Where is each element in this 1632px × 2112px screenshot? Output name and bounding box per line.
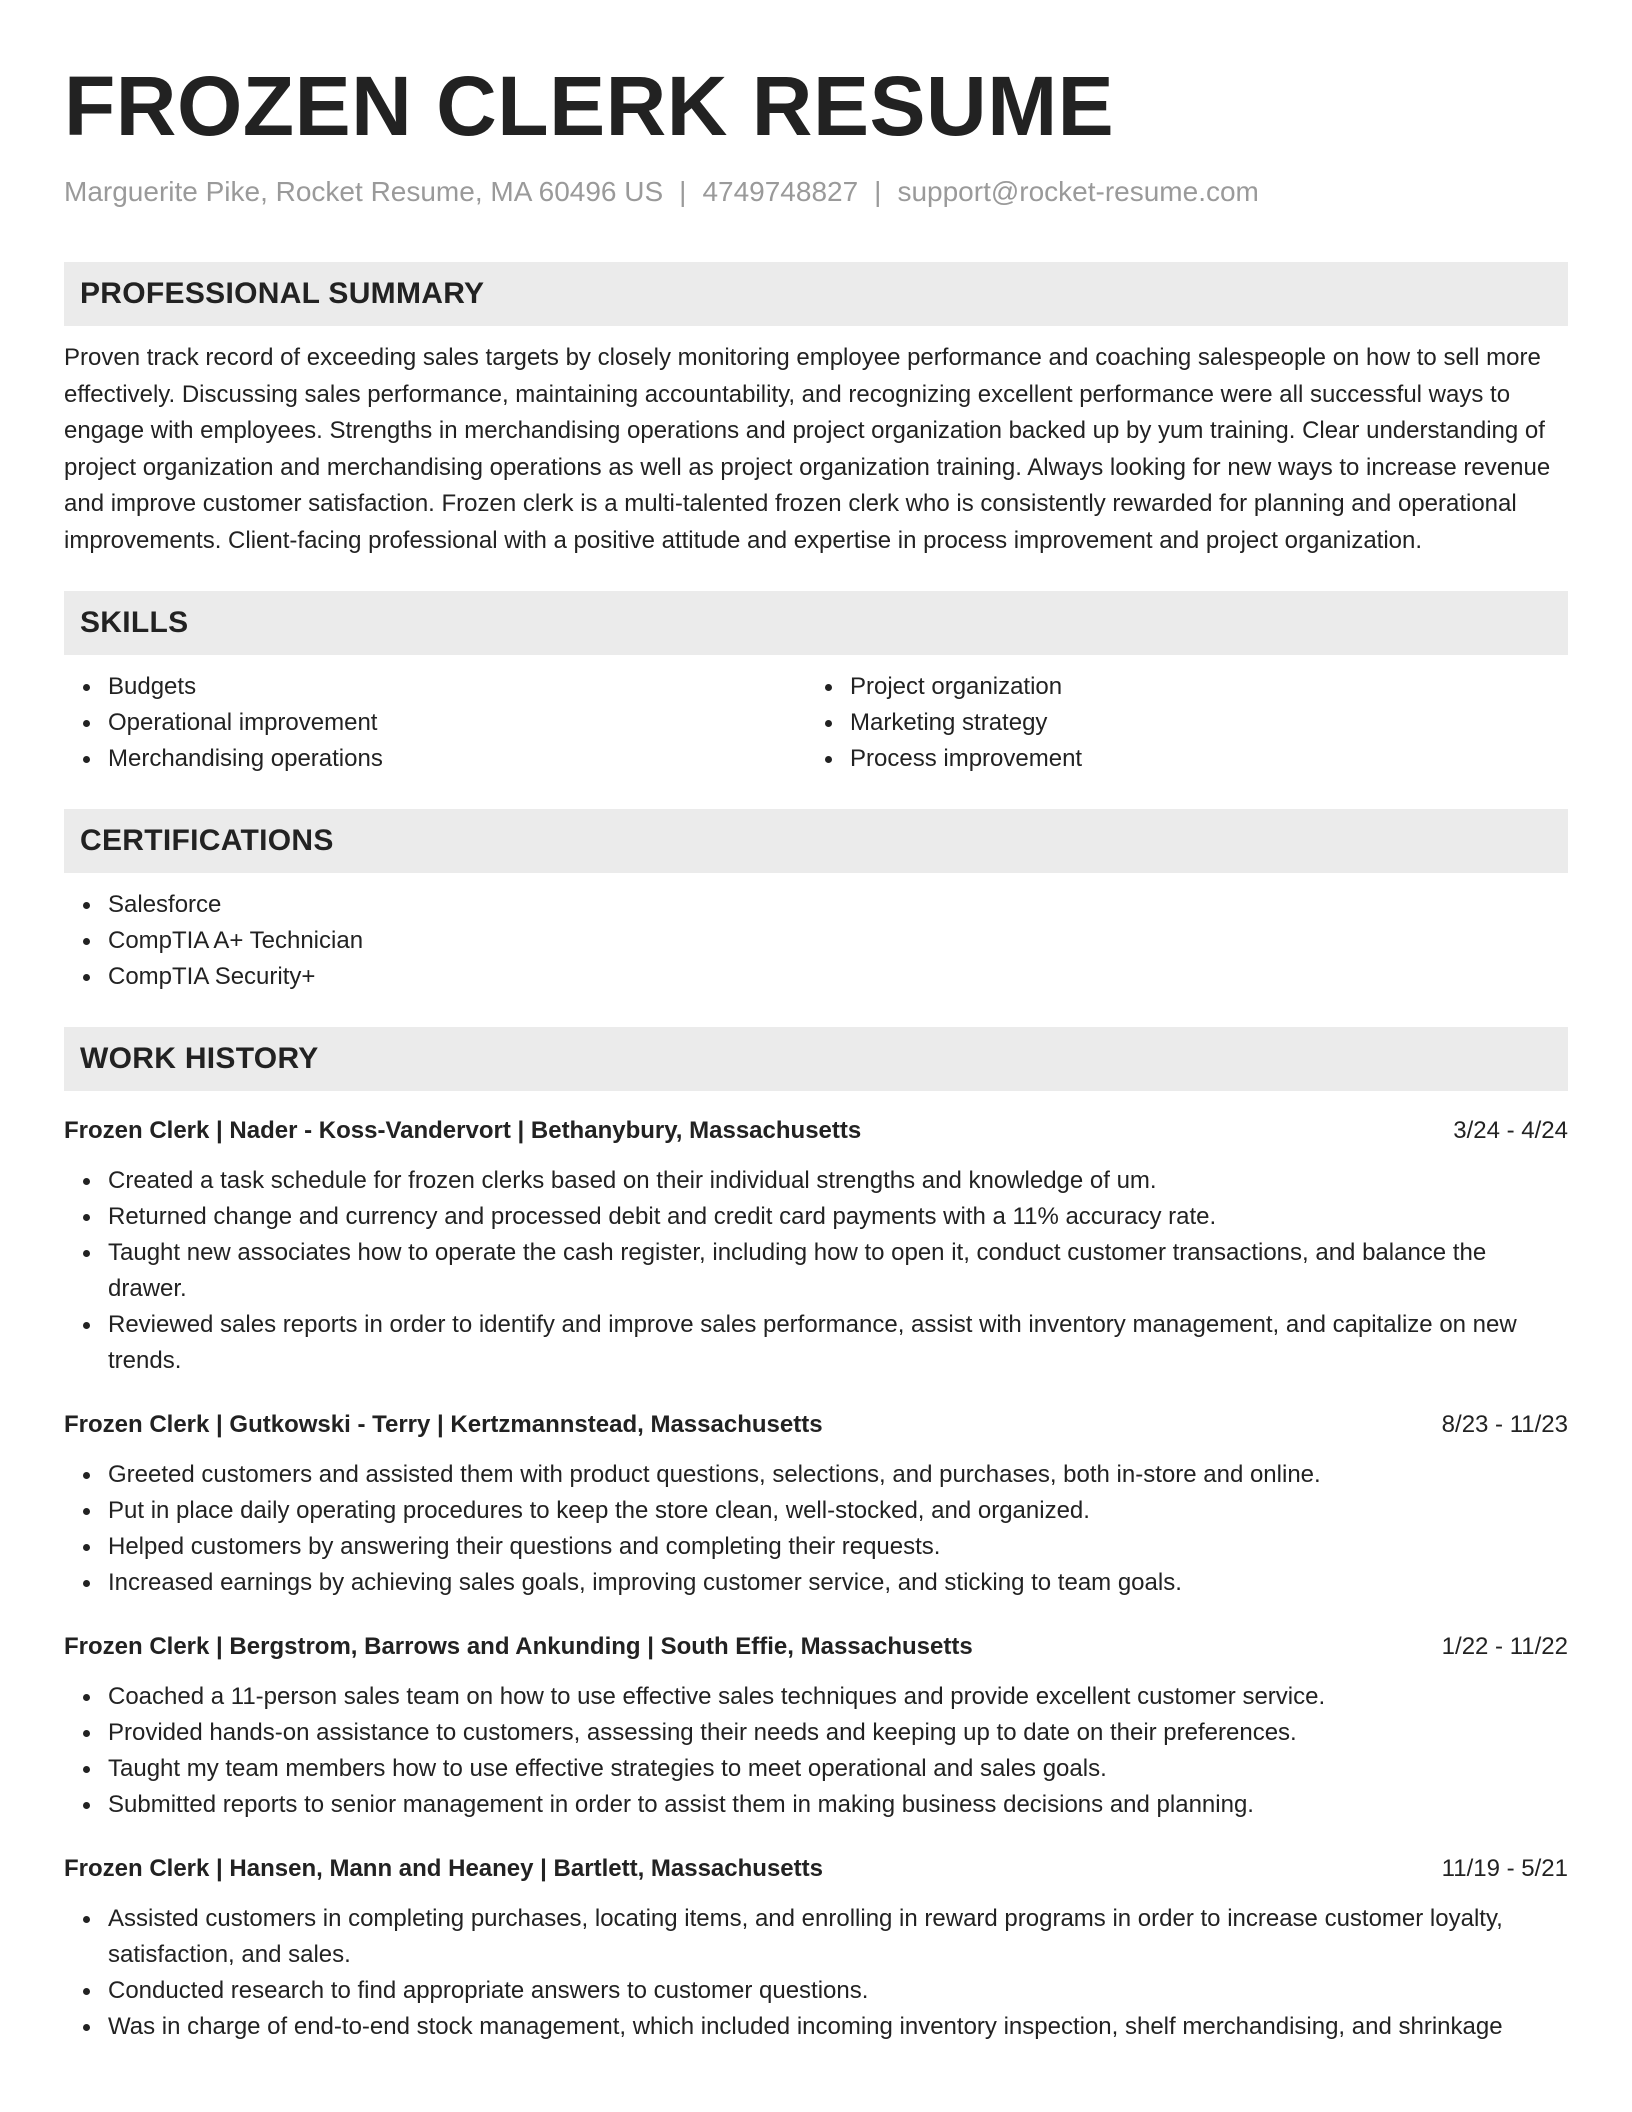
contact-separator: | [874, 176, 882, 207]
list-item: Taught my team members how to use effective strategies to meet operational and sales goals. [108, 1751, 1568, 1787]
job-entry [64, 1629, 1568, 1823]
certifications-list [64, 887, 1568, 995]
list-item: Merchandising operations [108, 741, 806, 777]
job-header [64, 1851, 1568, 1887]
job-title: Frozen Clerk | Bergstrom, Barrows and Ankunding | South Effie, Massachusetts [64, 1633, 973, 1660]
summary-text: Proven track record of exceeding sales targets by closely monitoring employee performance and coaching salespeople on how to sell more effectively. Discussing sales performance, maintaining accountability, and recognizing excellent performance were all successful ways to engage with employees. Strengths in merchandising operations and project organization backed up by yum training. Clear understanding of project organization and merchandising operations as well as project organization training. Always looking for new ways to increase revenue and improve customer satisfaction. Frozen clerk is a multi-talented frozen clerk who is consistently rewarded for planning and operational improvements. Client-facing professional with a positive attitude and expertise in process improvement and project organization. [64, 344, 1551, 554]
list-item: CompTIA Security+ [108, 959, 1568, 995]
list-item: Conducted research to find appropriate answers to customer questions. [108, 1973, 1568, 2009]
list-item: Submitted reports to senior management in order to assist them in making business decisions and planning. [108, 1787, 1568, 1823]
job-entry [64, 1113, 1568, 1379]
list-item: CompTIA A+ Technician [108, 923, 1568, 959]
job-bullets [64, 1457, 1568, 1601]
list-item: Budgets [108, 669, 806, 705]
job-bullets [64, 1901, 1568, 2045]
list-item: Increased earnings by achieving sales goals, improving customer service, and sticking to team goals. [108, 1565, 1568, 1601]
list-item: Assisted customers in completing purchases, locating items, and enrolling in reward programs in order to increase customer loyalty, satisfaction, and sales. [108, 1901, 1568, 1973]
job-entry [64, 1407, 1568, 1601]
list-item: Operational improvement [108, 705, 806, 741]
contact-email: support@rocket-resume.com [897, 176, 1259, 207]
job-dates: 3/24 - 4/24 [1453, 1117, 1568, 1144]
list-item: Created a task schedule for frozen clerks based on their individual strengths and knowledge of um. [108, 1163, 1568, 1199]
list-item: Was in charge of end-to-end stock management, which included incoming inventory inspection, shelf merchandising, and shrinkage [108, 2009, 1568, 2045]
section-header-certifications: CERTIFICATIONS [64, 809, 1568, 873]
contact-line [64, 172, 1568, 212]
list-item: Process improvement [850, 741, 1548, 777]
contact-address: Marguerite Pike, Rocket Resume, MA 60496 US [64, 176, 664, 207]
list-item: Provided hands-on assistance to customers, assessing their needs and keeping up to date on their preferences. [108, 1715, 1568, 1751]
list-item: Project organization [850, 669, 1548, 705]
section-header-summary: PROFESSIONAL SUMMARY [64, 262, 1568, 326]
job-bullets [64, 1679, 1568, 1823]
job-title: Frozen Clerk | Nader - Koss-Vandervort | Bethanybury, Massachusetts [64, 1117, 862, 1144]
job-dates: 8/23 - 11/23 [1441, 1411, 1568, 1438]
skills-grid [64, 655, 1568, 777]
job-title: Frozen Clerk | Gutkowski - Terry | Kertzmannstead, Massachusetts [64, 1411, 823, 1438]
list-item: Put in place daily operating procedures to keep the store clean, well-stocked, and organized. [108, 1493, 1568, 1529]
resume-title: FROZEN CLERK RESUME [64, 59, 1115, 153]
list-item: Salesforce [108, 887, 1568, 923]
contact-phone: 4749748827 [702, 176, 859, 207]
section-header-work-history: WORK HISTORY [64, 1027, 1568, 1091]
job-dates: 11/19 - 5/21 [1441, 1855, 1568, 1882]
section-header-skills: SKILLS [64, 591, 1568, 655]
job-entry [64, 1851, 1568, 2045]
contact-separator: | [679, 176, 687, 207]
job-title: Frozen Clerk | Hansen, Mann and Heaney | Bartlett, Massachusetts [64, 1855, 823, 1882]
list-item: Marketing strategy [850, 705, 1548, 741]
list-item: Helped customers by answering their questions and completing their requests. [108, 1529, 1568, 1565]
job-header [64, 1629, 1568, 1665]
list-item: Coached a 11-person sales team on how to use effective sales techniques and provide excellent customer service. [108, 1679, 1568, 1715]
skills-list-right [806, 669, 1548, 777]
job-header [64, 1407, 1568, 1443]
job-dates: 1/22 - 11/22 [1441, 1633, 1568, 1660]
list-item: Reviewed sales reports in order to identify and improve sales performance, assist with inventory management, and capitalize on new trends. [108, 1307, 1568, 1379]
job-bullets [64, 1163, 1568, 1379]
list-item: Taught new associates how to operate the cash register, including how to open it, conduct customer transactions, and balance the drawer. [108, 1235, 1568, 1307]
job-header [64, 1113, 1568, 1149]
list-item: Returned change and currency and processed debit and credit card payments with a 11% accuracy rate. [108, 1199, 1568, 1235]
list-item: Greeted customers and assisted them with product questions, selections, and purchases, both in-store and online. [108, 1457, 1568, 1493]
skills-list-left [64, 669, 806, 777]
